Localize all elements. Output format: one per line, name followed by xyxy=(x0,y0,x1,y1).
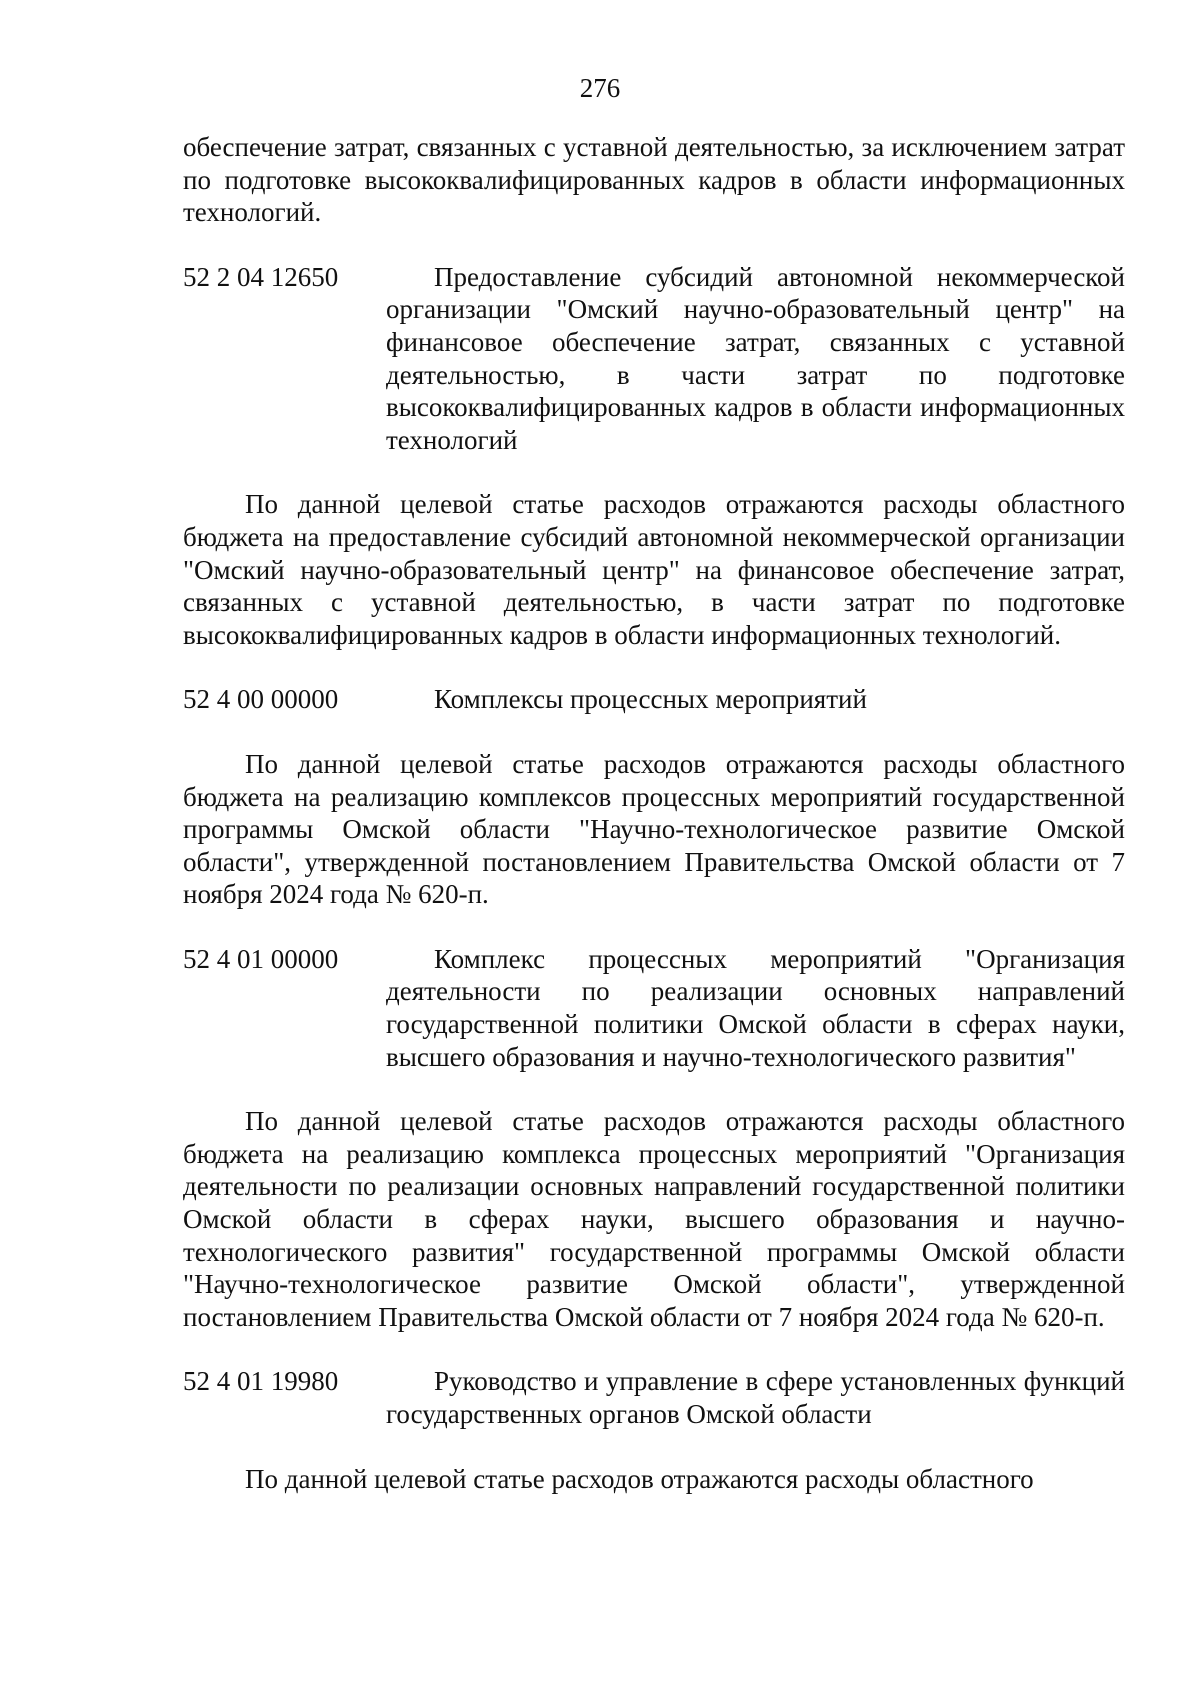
entry-title: Комплекс процессных мероприятий "Организация деятельности по реализации основных направлений государственной политики Омской области в сферах науки, высшего образования и научно-технологического развития" xyxy=(386,943,1125,1072)
entry-code: 52 4 00 00000 xyxy=(183,684,339,715)
entry-code: 52 2 04 12650 xyxy=(183,261,339,292)
entry-code: 52 4 01 19980 xyxy=(183,1366,339,1397)
budget-entry xyxy=(183,261,1125,457)
budget-entry xyxy=(183,683,1125,716)
entry-description: По данной целевой статье расходов отражаются расходы областного бюджета на предоставление субсидий автономной некоммерческой организации "Омский научно-образовательный центр" на финансовое обеспечение затрат, связанных с уставной деятельностью, в части затрат по подготовке высококвалифицированных кадров в области информационных технологий. xyxy=(183,489,1125,650)
entry-title: Предоставление субсидий автономной некоммерческой организации "Омский научно-образовательный центр" на финансовое обеспечение затрат, связанных с уставной деятельностью, в части затрат по подготовке высококвалифицированных кадров в области информационных технологий xyxy=(386,261,1125,455)
document-body xyxy=(183,131,1125,1495)
entry-title: Комплексы процессных мероприятий xyxy=(434,684,867,715)
entry-description: По данной целевой статье расходов отражаются расходы областного бюджета на реализацию комплексов процессных мероприятий государственной программы Омской области "Научно-технологическое развитие Омской области", утвержденной постановлением Правительства Омской области от 7 ноября 2024 года № 620-п. xyxy=(183,748,1125,910)
budget-entry xyxy=(183,1365,1125,1430)
entry-description: По данной целевой статье расходов отражаются расходы областного бюджета на реализацию комплекса процессных мероприятий "Организация деятельности по реализации основных направлений государственной политики Омской области в сферах науки, высшего образования и научно-технологического развития" государственной программы Омской области "Научно-технологическое развитие Омской области", утвержденной постановлением Правительства Омской области от 7 ноября 2024 года № 620-п. xyxy=(183,1106,1125,1332)
entry-title: Руководство и управление в сфере установленных функций государственных органов Омской области xyxy=(386,1366,1125,1429)
entry-description: По данной целевой статье расходов отражаются расходы областного xyxy=(245,1463,1034,1494)
budget-entry xyxy=(183,943,1125,1073)
intro-paragraph: обеспечение затрат, связанных с уставной деятельностью, за исключением затрат по подготовке высококвалифицированных кадров в области информационных технологий. xyxy=(183,132,1125,228)
page-number: 276 xyxy=(579,73,621,103)
entry-code: 52 4 01 00000 xyxy=(183,943,339,974)
